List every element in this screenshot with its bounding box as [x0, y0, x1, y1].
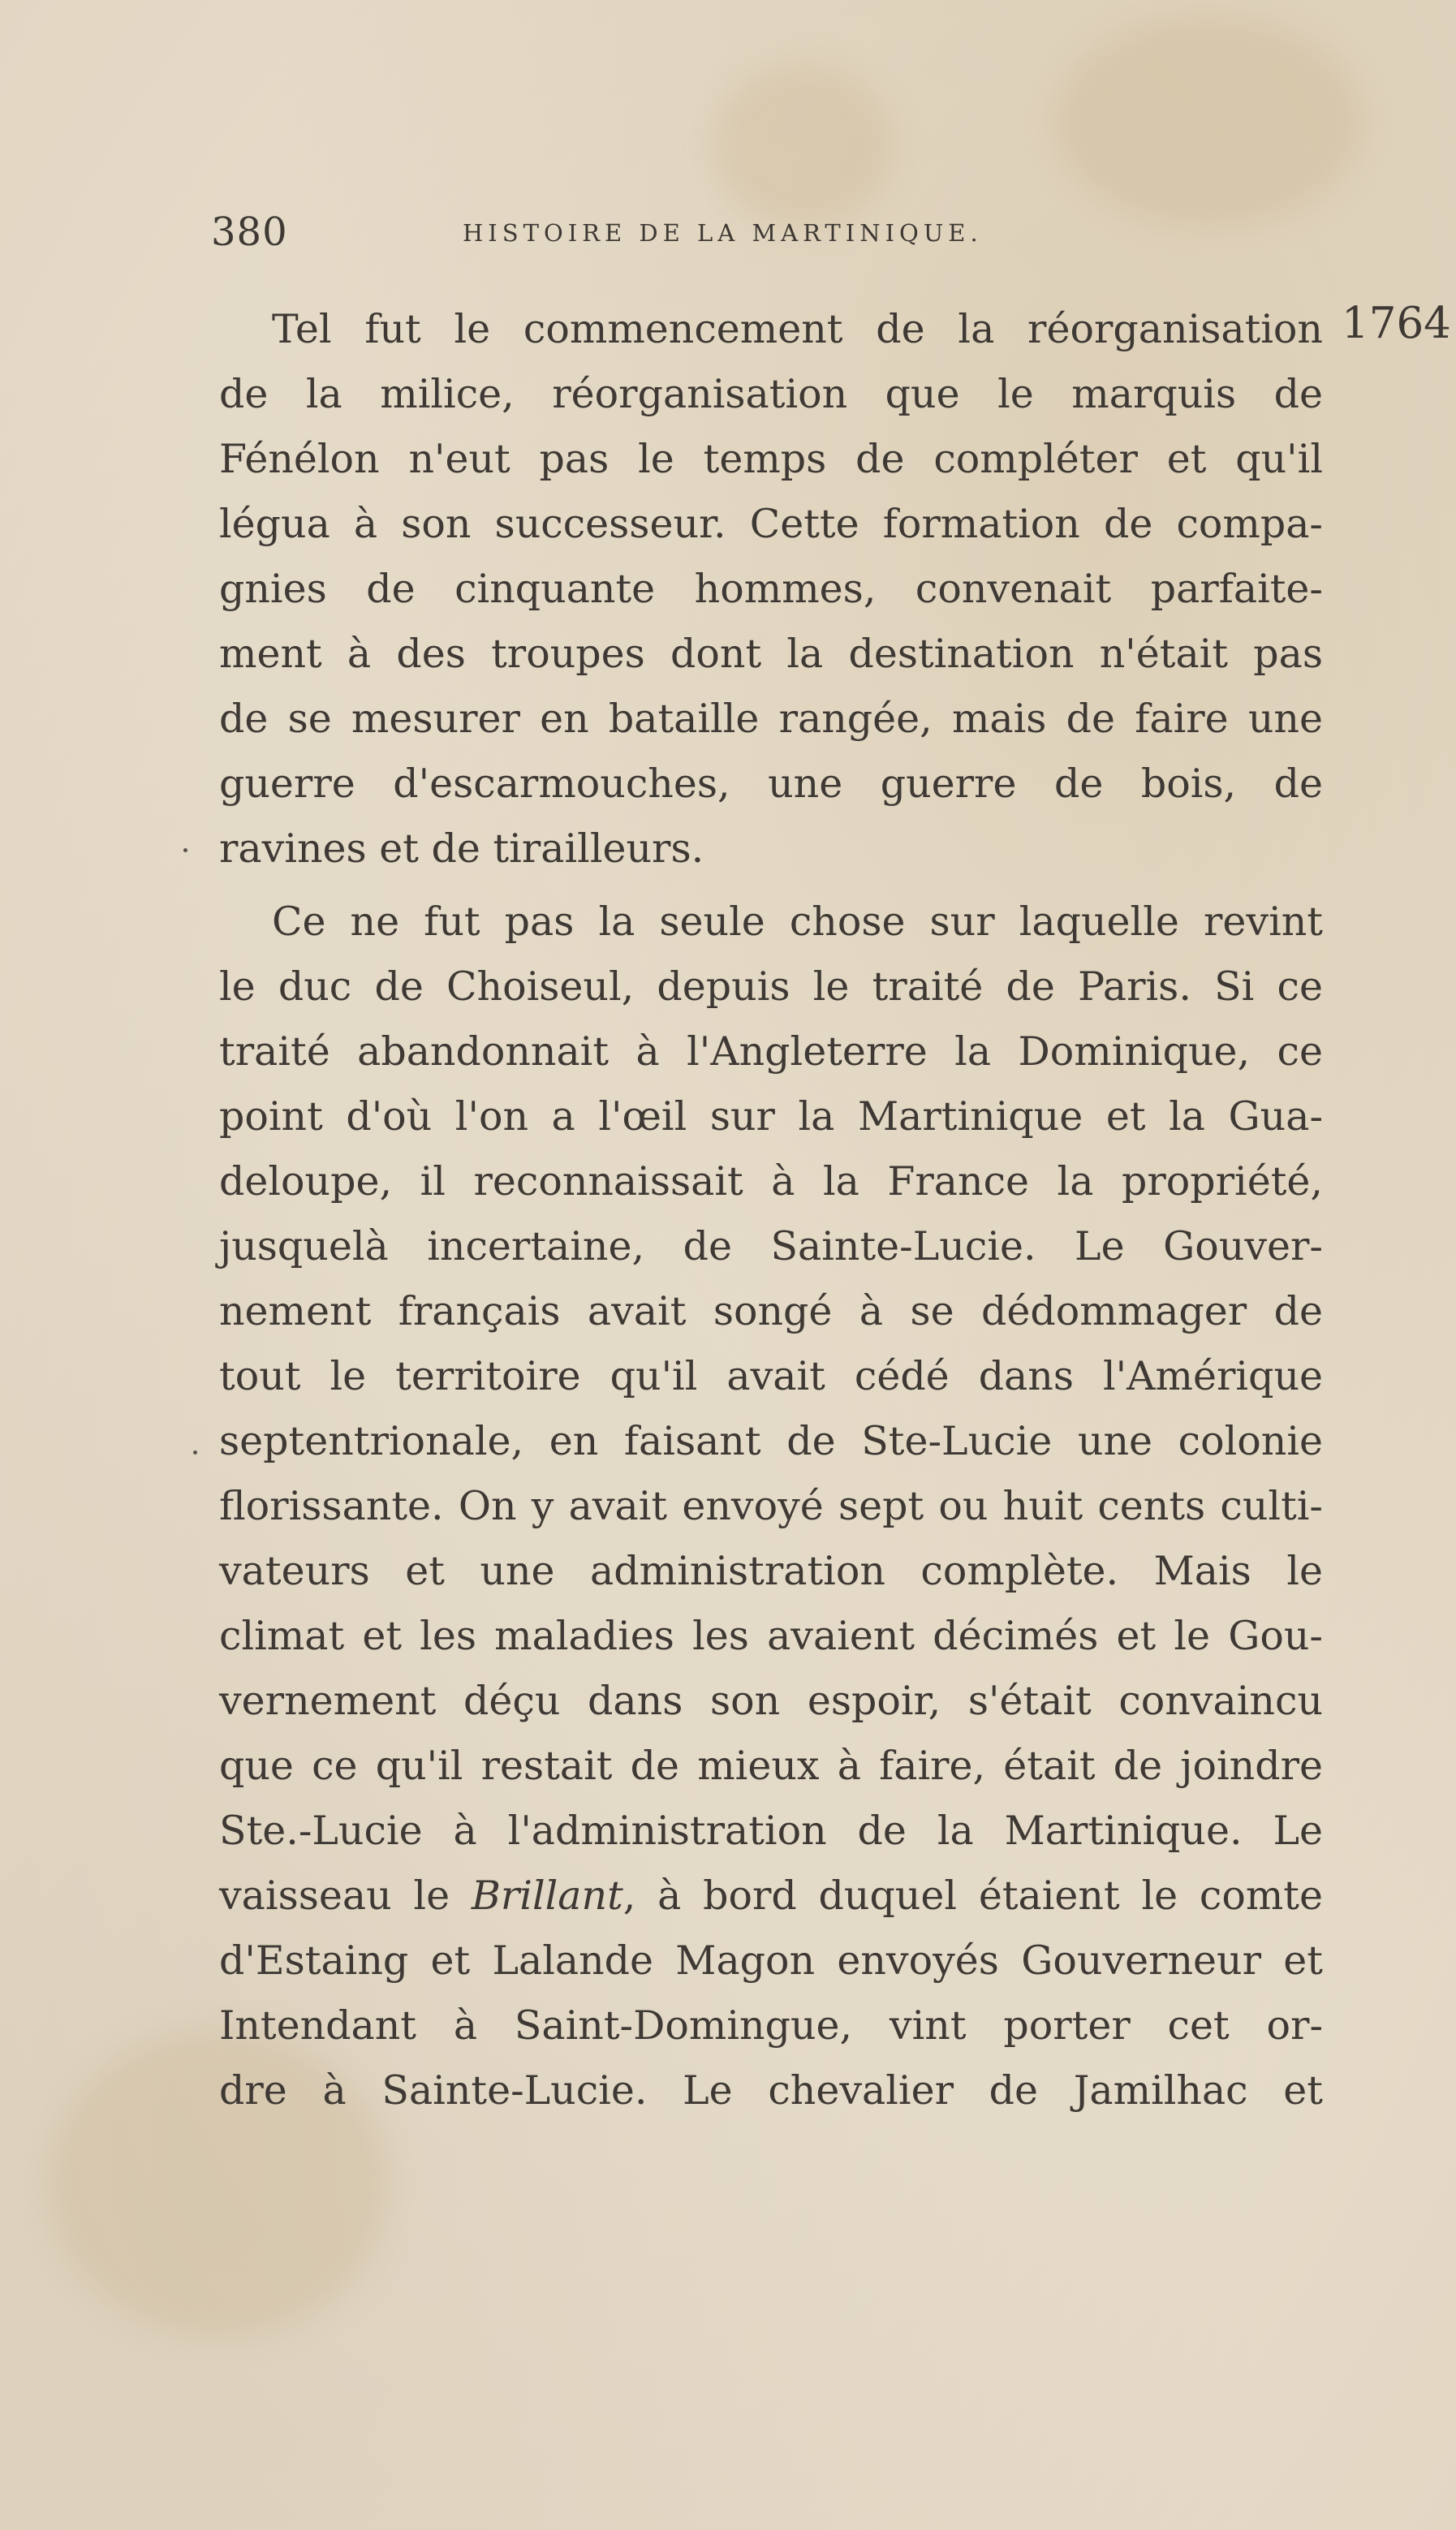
text-line: ravines et de tirailleurs. [219, 825, 704, 872]
text-line: Intendant à Saint-Domingue, vint porter cet or- [219, 2002, 1323, 2049]
text-line: Ste.-Lucie à l'administration de la Martinique. Le [219, 1808, 1323, 1854]
text-fragment: , à bord duquel étaient le comte [622, 1873, 1323, 1919]
paper-stain [714, 65, 893, 227]
text-line: Tel fut le commencement de la réorganisation [272, 306, 1323, 352]
text-line: climat et les maladies les avaient décimés et le Gou- [219, 1613, 1323, 1659]
text-line-ship [219, 1864, 1323, 1929]
text-line: traité abandonnait à l'Angleterre la Dominique, ce [219, 1028, 1323, 1075]
printing-mark [193, 1450, 197, 1455]
text-line: nement français avait songé à se dédommager de [219, 1288, 1323, 1334]
text-line: le duc de Choiseul, depuis le traité de Paris. Si ce [219, 963, 1323, 1010]
text-line: point d'où l'on a l'œil sur la Martinique et la Gua- [219, 1093, 1323, 1140]
text-line: tout le territoire qu'il avait cédé dans l'Amérique [219, 1353, 1323, 1399]
paper-stain [1055, 16, 1363, 227]
text-line: florissante. On y avait envoyé sept ou huit cents culti- [219, 1483, 1323, 1529]
text-line: gnies de cinquante hommes, convenait parfaite- [219, 566, 1323, 612]
text-line: guerre d'escarmouches, une guerre de bois, de [219, 761, 1323, 807]
printing-mark [183, 848, 187, 852]
text-line: vateurs et une administration complète. Mais le [219, 1548, 1323, 1594]
text-line: dre à Sainte-Lucie. Le chevalier de Jamilhac et [219, 2067, 1323, 2114]
text-line: d'Estaing et Lalande Magon envoyés Gouverneur et [219, 1937, 1323, 1984]
text-line: vernement déçu dans son espoir, s'était convaincu [219, 1678, 1323, 1724]
ship-name: Brillant [471, 1873, 623, 1919]
text-line: ment à des troupes dont la destination n'était pas [219, 631, 1323, 677]
text-line: de la milice, réorganisation que le marquis de [219, 371, 1323, 417]
text-line: deloupe, il reconnaissait à la France la propriété, [219, 1158, 1323, 1205]
text-line: septentrionale, en faisant de Ste-Lucie une colonie [219, 1418, 1323, 1464]
text-fragment: vaisseau le [219, 1873, 472, 1919]
text-line: que ce qu'il restait de mieux à faire, était de joindre [219, 1743, 1323, 1789]
text-line: de se mesurer en bataille rangée, mais de faire une [219, 696, 1323, 742]
text-line: jusquelà incertaine, de Sainte-Lucie. Le Gouver- [219, 1223, 1323, 1269]
text-line: légua à son successeur. Cette formation de compa- [219, 501, 1323, 547]
text-line: Fénélon n'eut pas le temps de compléter et qu'il [219, 436, 1323, 482]
text-line: Ce ne fut pas la seule chose sur laquelle revint [272, 899, 1323, 945]
margin-date: 1764 [1342, 299, 1451, 348]
running-title: HISTOIRE DE LA MARTINIQUE. [463, 219, 983, 247]
page-header [211, 209, 1104, 266]
page-number: 380 [211, 209, 288, 255]
